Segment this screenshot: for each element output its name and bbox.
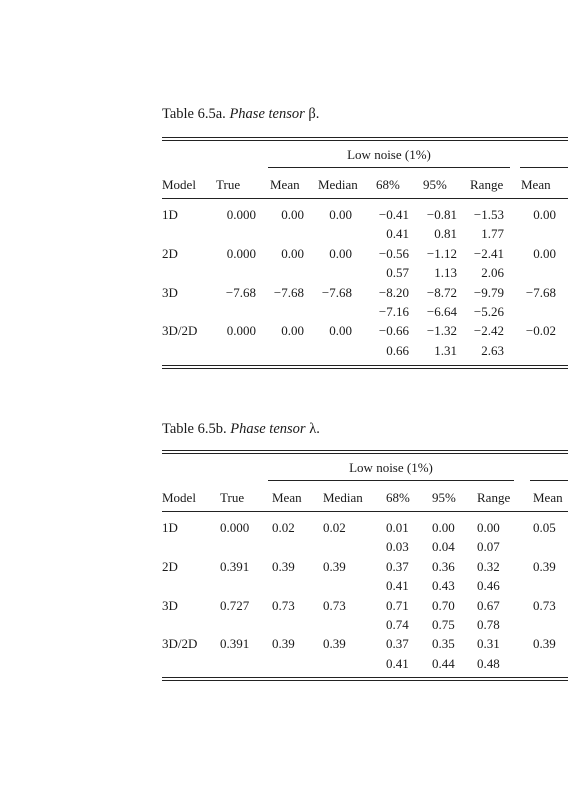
table-a-cell-68-hi: 0.41 bbox=[386, 226, 409, 241]
table-a-col-median: Median bbox=[318, 177, 358, 192]
table-a-cell-model: 1D bbox=[162, 207, 178, 222]
table-b-cell-95-hi: 0.75 bbox=[432, 617, 455, 632]
table-b-cell-68-lo: 0.71 bbox=[386, 598, 409, 613]
table-b-cell-95-lo: 0.35 bbox=[432, 636, 455, 651]
table-b-caption-title: Phase tensor bbox=[230, 421, 306, 437]
table-b-bottom-rule bbox=[162, 677, 568, 678]
table-b-cell-true: 0.391 bbox=[220, 559, 250, 574]
table-a-cell-range-hi: 2.63 bbox=[481, 343, 504, 358]
table-b-cell-model: 1D bbox=[162, 520, 178, 535]
table-b-cell-68-hi: 0.03 bbox=[386, 539, 409, 554]
table-a-group-rule-2 bbox=[520, 167, 568, 168]
table-a-cell-95-hi: −6.64 bbox=[426, 304, 457, 319]
table-a-cell-68-hi: 0.57 bbox=[386, 265, 409, 280]
table-b-cell-mean: 0.02 bbox=[272, 520, 295, 535]
table-b-col-median: Median bbox=[323, 490, 363, 505]
table-b-col-68: 68% bbox=[386, 490, 410, 505]
table-a-cell-range-hi: 1.77 bbox=[481, 226, 504, 241]
table-b-header-rule bbox=[162, 511, 568, 512]
table-b-col-mean-2: Mean bbox=[533, 490, 563, 505]
table-b-cell-95-lo: 0.00 bbox=[432, 520, 455, 535]
table-b-group-header: Low noise (1%) bbox=[349, 460, 433, 475]
table-a-cell-68-lo: −0.41 bbox=[378, 207, 409, 222]
table-b-cell-mean: 0.39 bbox=[272, 559, 295, 574]
table-b-cell-mean-2: 0.73 bbox=[533, 598, 556, 613]
table-a-cell-95-lo: −1.32 bbox=[426, 323, 457, 338]
table-b-cell-true: 0.000 bbox=[220, 520, 250, 535]
table-b-group-rule bbox=[268, 480, 514, 481]
table-b-cell-68-lo: 0.37 bbox=[386, 559, 409, 574]
table-b-col-range: Range bbox=[477, 490, 511, 505]
table-b-cell-95-lo: 0.70 bbox=[432, 598, 455, 613]
table-b-cell-68-hi: 0.74 bbox=[386, 617, 409, 632]
table-a-cell-95-hi: 0.81 bbox=[434, 226, 457, 241]
table-a-col-68: 68% bbox=[376, 177, 400, 192]
table-b-cell-95-hi: 0.44 bbox=[432, 656, 455, 671]
table-b-cell-range-lo: 0.32 bbox=[477, 559, 500, 574]
table-a-cell-68-lo: −0.56 bbox=[378, 246, 409, 261]
table-b-cell-range-hi: 0.46 bbox=[477, 578, 500, 593]
table-a-cell-true: 0.000 bbox=[226, 207, 256, 222]
table-a-bottom-rule-2 bbox=[162, 368, 568, 369]
table-a-cell-mean: −7.68 bbox=[273, 285, 304, 300]
table-a-col-95: 95% bbox=[423, 177, 447, 192]
table-a-top-rule bbox=[162, 137, 568, 138]
table-a-top-rule-2 bbox=[162, 140, 568, 141]
table-a-cell-68-hi: 0.66 bbox=[386, 343, 409, 358]
table-a-header-rule bbox=[162, 198, 568, 199]
table-b-cell-true: 0.391 bbox=[220, 636, 250, 651]
table-a-cell-model: 2D bbox=[162, 246, 178, 261]
table-b-cell-range-hi: 0.48 bbox=[477, 656, 500, 671]
table-b-col-mean: Mean bbox=[272, 490, 302, 505]
table-a-caption bbox=[162, 106, 319, 123]
table-a-cell-68-hi: −7.16 bbox=[378, 304, 409, 319]
table-a-cell-mean: 0.00 bbox=[281, 246, 304, 261]
table-b-group-rule-2 bbox=[530, 480, 568, 481]
table-a-cell-model: 3D bbox=[162, 285, 178, 300]
table-b-col-true: True bbox=[220, 490, 245, 505]
table-b-col-95: 95% bbox=[432, 490, 456, 505]
table-b-cell-mean-2: 0.05 bbox=[533, 520, 556, 535]
table-b-cell-mean-2: 0.39 bbox=[533, 559, 556, 574]
table-b-col-model: Model bbox=[162, 490, 196, 505]
table-a-cell-mean: 0.00 bbox=[281, 207, 304, 222]
table-b-cell-mean-2: 0.39 bbox=[533, 636, 556, 651]
table-a-cell-median: −7.68 bbox=[321, 285, 352, 300]
table-a-group-rule bbox=[268, 167, 510, 168]
table-a-group-header: Low noise (1%) bbox=[347, 147, 431, 162]
table-a-caption-symbol: β. bbox=[308, 106, 320, 122]
table-a-cell-model: 3D/2D bbox=[162, 323, 198, 338]
table-a-cell-range-hi: 2.06 bbox=[481, 265, 504, 280]
table-a-cell-95-lo: −1.12 bbox=[426, 246, 457, 261]
table-a-col-mean-2: Mean bbox=[521, 177, 551, 192]
table-a-col-model: Model bbox=[162, 177, 196, 192]
table-a-caption-title: Phase tensor bbox=[229, 106, 305, 122]
table-a-cell-true: 0.000 bbox=[226, 323, 256, 338]
table-b-cell-model: 2D bbox=[162, 559, 178, 574]
table-a-cell-95-hi: 1.31 bbox=[434, 343, 457, 358]
table-a-col-true: True bbox=[216, 177, 241, 192]
table-a-bottom-rule bbox=[162, 365, 568, 366]
table-b-top-rule bbox=[162, 450, 568, 451]
table-b-cell-range-hi: 0.78 bbox=[477, 617, 500, 632]
table-a-cell-mean-2: 0.00 bbox=[533, 207, 556, 222]
table-b-caption-symbol: λ. bbox=[309, 421, 320, 437]
table-a-col-range: Range bbox=[470, 177, 504, 192]
table-b-cell-mean: 0.39 bbox=[272, 636, 295, 651]
table-a-cell-median: 0.00 bbox=[329, 207, 352, 222]
table-a-cell-true: 0.000 bbox=[226, 246, 256, 261]
table-b-cell-median: 0.73 bbox=[323, 598, 346, 613]
table-a-cell-68-lo: −0.66 bbox=[378, 323, 409, 338]
table-b-caption bbox=[162, 421, 320, 438]
table-a-cell-true: −7.68 bbox=[225, 285, 256, 300]
table-a-cell-range-lo: −1.53 bbox=[473, 207, 504, 222]
table-b-cell-range-hi: 0.07 bbox=[477, 539, 500, 554]
table-a-cell-95-hi: 1.13 bbox=[434, 265, 457, 280]
table-b-cell-68-lo: 0.37 bbox=[386, 636, 409, 651]
table-a-cell-range-hi: −5.26 bbox=[473, 304, 504, 319]
table-b-cell-mean: 0.73 bbox=[272, 598, 295, 613]
table-b-cell-95-hi: 0.43 bbox=[432, 578, 455, 593]
table-b-top-rule-2 bbox=[162, 453, 568, 454]
table-b-cell-range-lo: 0.00 bbox=[477, 520, 500, 535]
table-b-cell-model: 3D/2D bbox=[162, 636, 198, 651]
table-a-cell-mean: 0.00 bbox=[281, 323, 304, 338]
table-a-cell-median: 0.00 bbox=[329, 246, 352, 261]
table-b-cell-true: 0.727 bbox=[220, 598, 250, 613]
table-b-cell-95-lo: 0.36 bbox=[432, 559, 455, 574]
table-b-cell-68-hi: 0.41 bbox=[386, 656, 409, 671]
table-a-cell-mean-2: 0.00 bbox=[533, 246, 556, 261]
table-a-cell-range-lo: −2.41 bbox=[473, 246, 504, 261]
table-b-caption-prefix: Table 6.5b. bbox=[162, 421, 227, 437]
table-a-cell-mean-2: −0.02 bbox=[525, 323, 556, 338]
table-b-cell-95-hi: 0.04 bbox=[432, 539, 455, 554]
table-a-cell-range-lo: −2.42 bbox=[473, 323, 504, 338]
table-a-cell-mean-2: −7.68 bbox=[525, 285, 556, 300]
table-a-cell-95-lo: −8.72 bbox=[426, 285, 457, 300]
table-a-col-mean: Mean bbox=[270, 177, 300, 192]
table-a-cell-95-lo: −0.81 bbox=[426, 207, 457, 222]
table-b-cell-median: 0.02 bbox=[323, 520, 346, 535]
table-b-cell-68-hi: 0.41 bbox=[386, 578, 409, 593]
table-a-cell-68-lo: −8.20 bbox=[378, 285, 409, 300]
table-a-cell-median: 0.00 bbox=[329, 323, 352, 338]
table-a-caption-prefix: Table 6.5a. bbox=[162, 106, 226, 122]
table-b-bottom-rule-2 bbox=[162, 680, 568, 681]
table-b-cell-model: 3D bbox=[162, 598, 178, 613]
table-a-cell-range-lo: −9.79 bbox=[473, 285, 504, 300]
table-b-cell-68-lo: 0.01 bbox=[386, 520, 409, 535]
table-b-cell-median: 0.39 bbox=[323, 636, 346, 651]
table-b-cell-range-lo: 0.67 bbox=[477, 598, 500, 613]
table-b-cell-range-lo: 0.31 bbox=[477, 636, 500, 651]
table-b-cell-median: 0.39 bbox=[323, 559, 346, 574]
